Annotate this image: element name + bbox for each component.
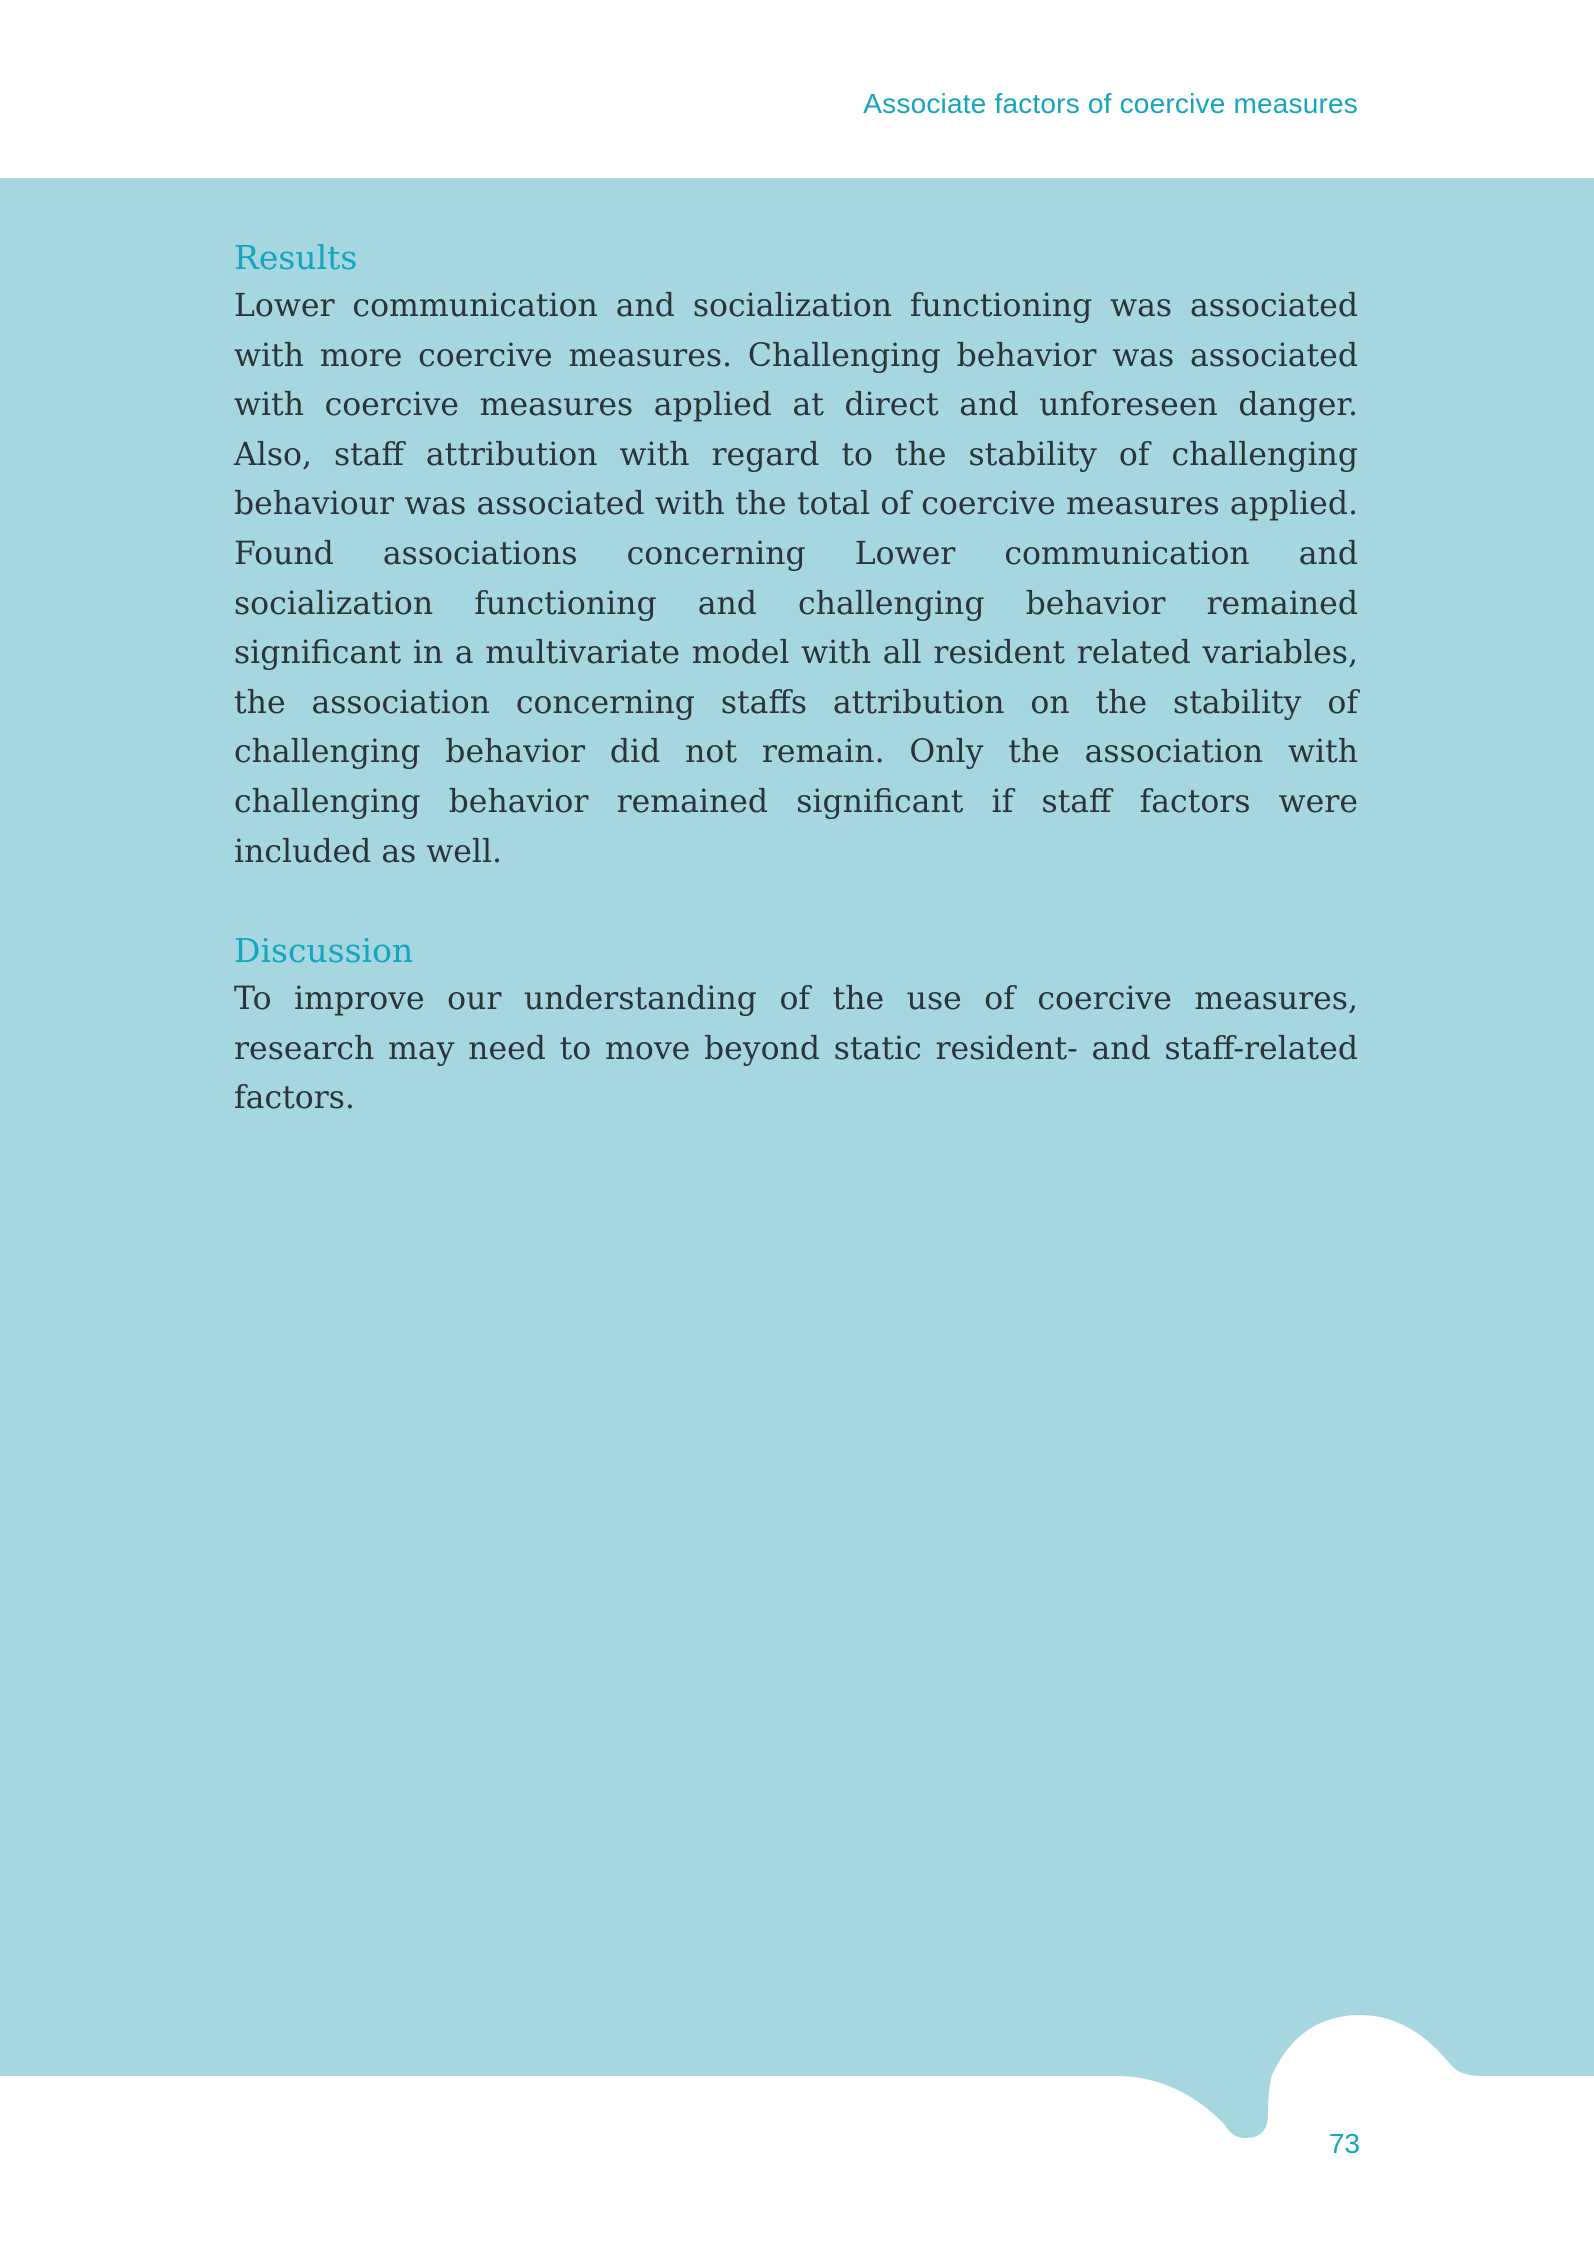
main-content xyxy=(234,234,1358,1124)
discussion-body: To improve our understanding of the use of coercive measures, research may need to move beyond static resident- and staff-related factors. xyxy=(234,981,1358,1117)
discussion-section xyxy=(234,927,1358,1124)
discussion-heading: Discussion xyxy=(234,931,414,971)
results-heading: Results xyxy=(234,238,358,277)
running-header-title: Associate factors of coercive measures xyxy=(863,88,1358,119)
page-number: 73 xyxy=(1328,2128,1360,2159)
results-section xyxy=(234,234,1358,877)
results-body: Lower communication and socialization functioning was associated with more coercive measures. Challenging behavior was associated with coercive measures applied at direct and unforeseen danger. Also, staff attribution with regard to the stability of challenging behaviour was associated with the total of coercive measures applied. Found associations concerning Lower communication and socialization functioning and challenging behavior remained significant in a multivariate model with all resident related variables, the association concerning staffs attribution on the stability of challenging behavior did not remain. Only the association with challenging behavior remained significant if staff factors were included as well. xyxy=(234,288,1358,870)
